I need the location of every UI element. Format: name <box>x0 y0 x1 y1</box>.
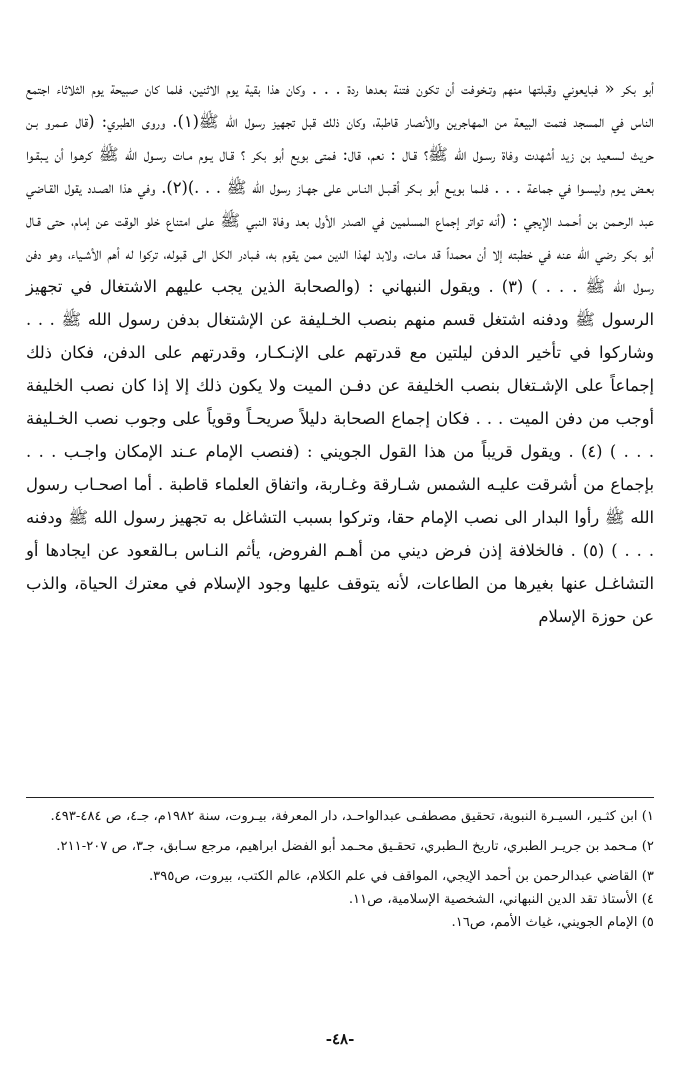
footnote-4: ٤) الأستاذ تقد الدين النبهاني، الشخصية الإسلامية، ص١١. <box>348 892 654 907</box>
footnote-2: ٢) مـحمد بن جريـر الطبري، تاريخ الـطبري، تحقـيق محـمد أبو الفضل ابراهيم، مرجع سـابق، جـ٣، ص ٢٠٧-٢١١. <box>56 839 654 854</box>
footnote-5: ٥) الإمام الجويني، غياث الأمم، ص١٦. <box>451 915 654 930</box>
main-body-text: أبو بكر « فبايعوني وقبلتها منهم وتـخوفت أن تكون فتنة بعدها ردة . . . وكان هذا بقية يوم الاثنين، فلما كان صبيحة يوم الثلاثاء اجتمع الناس في المسجد فتمت البيعة من المهاجرين والأنصار قاطبة، وكان ذلك قبل تجهيز رسول الله ﷺ(١). وروى الطبري: (قال عـمرو بـن حريث لـسعيد بن زيد أشهدت وفاة رسـول الله ﷺ؟ قـال : نعم، قال: فمتى بويع أبو بكر ؟ قـال يـوم مـات رسـول الله ﷺ كرهـوا أن يـبقـوا بعـض يـوم وليسـوا في جماعة . . . فلـما بويـع أبو بـكر أقـبـل النـاس على جهـاز رسول الله ﷺ . . .)(٢). وفي هذا الصـدد يقول القـاضي عبد الرحـمن بن أحـمـد الإيجي : (أنه تواتر إجماع المسلمين في الصدر الأول بعد وفاة النبي ﷺ على امتناع خلو الوقت عن إمام، حتى قـال أبو بكر رضي الله عنه في خطبته إلا أن محمداً قد مـات، ولابد لهذا الدين ممن يقوم به، فـبادر الكل الى قبوله، تركوا له أهم الأشـياء، وهو دفن رسول الله ﷺ . . . ) (٣) . ويقول النبهاني : (والصحابة الذين يجب عليهم الاشتغال في تجهيز الرسول ﷺ ودفنه اشتغل قسم منهم بنصب الخـليفة عن الإشتغال بدفن رسول الله ﷺ . . . وشاركوا في تأخير الدفن ليلتين مع قدرتهم على الإنـكـار، وقدرتهم على الدفن، فكان ذلك إجماعاً على الإشـتغال بنصب الخليفة عن دفـن الميت ولا يكون ذلك إلا إذا كان نصب الخليفة أوجب من دفن الميت . . . فكان إجماع الصحابة دليلاً صريحـاً وقوياً على وجوب نصب الخـليفة . . . ) (٤) . ويقول قريباً من هذا القول الجويني : (فنصب الإمام عـند الإمكان واجـب . . . بإجماع من أشرقت عليـه الشمس شـارقة وغـاربة، واتفاق العلماء قاطبة . أما اصحـاب رسول الله ﷺ رأوا البدار الى نصب الإمام حقا، وتركوا بسبب التشاغل به تجهيز رسول الله ﷺ ودفنه . . . ) (٥) . فالخلافة إذن فرض ديني من أهـم الفروض، يأثم النـاس بـالقعود عن ايجادها أو التشاغـل عنها بغيرها من الطاعات، لأنه يتوقف عليها وجود الإسلام في معترك الحياة، والذب عن حوزة الإسلام <box>26 79 655 626</box>
footnote-separator <box>26 797 654 798</box>
footnote-3: ٣) القاضي عبدالرحمن بن أحمد الإيجي، المواقف في علم الكلام، عالم الكتب، بيروت، ص٣٩٥. <box>148 869 654 884</box>
footnote-1: ١) ابن كثـير، السيـرة النبوية، تحقيق مصطفـى عبدالواحـد، دار المعرفة، بيـروت، سنة ١٩٨٢م، جـ٤، ص ٤٨٤-٤٩٣. <box>50 809 654 824</box>
footnotes-list <box>26 806 654 935</box>
page-number: -٤٨- <box>325 1030 355 1048</box>
